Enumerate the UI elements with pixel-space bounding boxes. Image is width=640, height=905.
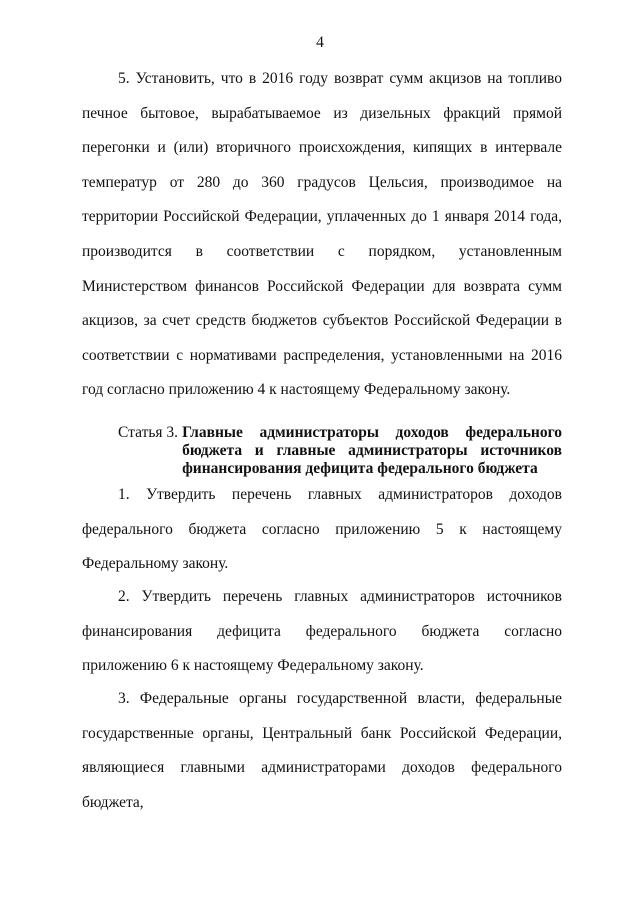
paragraph-item-3: 3. Федеральные органы государственной власти, федеральные государственные органы, Центральный банк Российской Федерации, являющиеся главными администраторами доходов федерального бюджета, <box>82 690 562 811</box>
article-title: Главные администраторы доходов федерального бюджета и главные администраторы источников финансирования дефицита федерального бюджета <box>182 424 562 477</box>
paragraph-item-5: 5. Установить, что в 2016 году возврат сумм акцизов на топливо печное бытовое, вырабатываемое из дизельных фракций прямой перегонки и (или) вторичного происхождения, кипящих в интервале температур от 280 до 360 градусов Цельсия, производимое на территории Российской Федерации, уплаченных до 1 января 2014 года, производится в соответствии с порядком, установленным Министерством финансов Российской Федерации для возврата сумм акцизов, за счет средств бюджетов субъектов Российской Федерации в соответствии с нормативами распределения, установленными на 2016 год согласно приложению 4 к настоящему Федеральному закону. <box>82 70 562 399</box>
article-label: Статья 3. <box>118 424 179 441</box>
paragraph-item-1: 1. Утвердить перечень главных администраторов доходов федерального бюджета согласно приложению 5 к настоящему Федеральному закону. <box>82 486 562 573</box>
paragraph-item-2: 2. Утвердить перечень главных администраторов источников финансирования дефицита федерального бюджета согласно приложению 6 к настоящему Федеральному закону. <box>82 588 562 675</box>
article-heading <box>118 424 562 478</box>
page-number: 4 <box>316 34 324 51</box>
